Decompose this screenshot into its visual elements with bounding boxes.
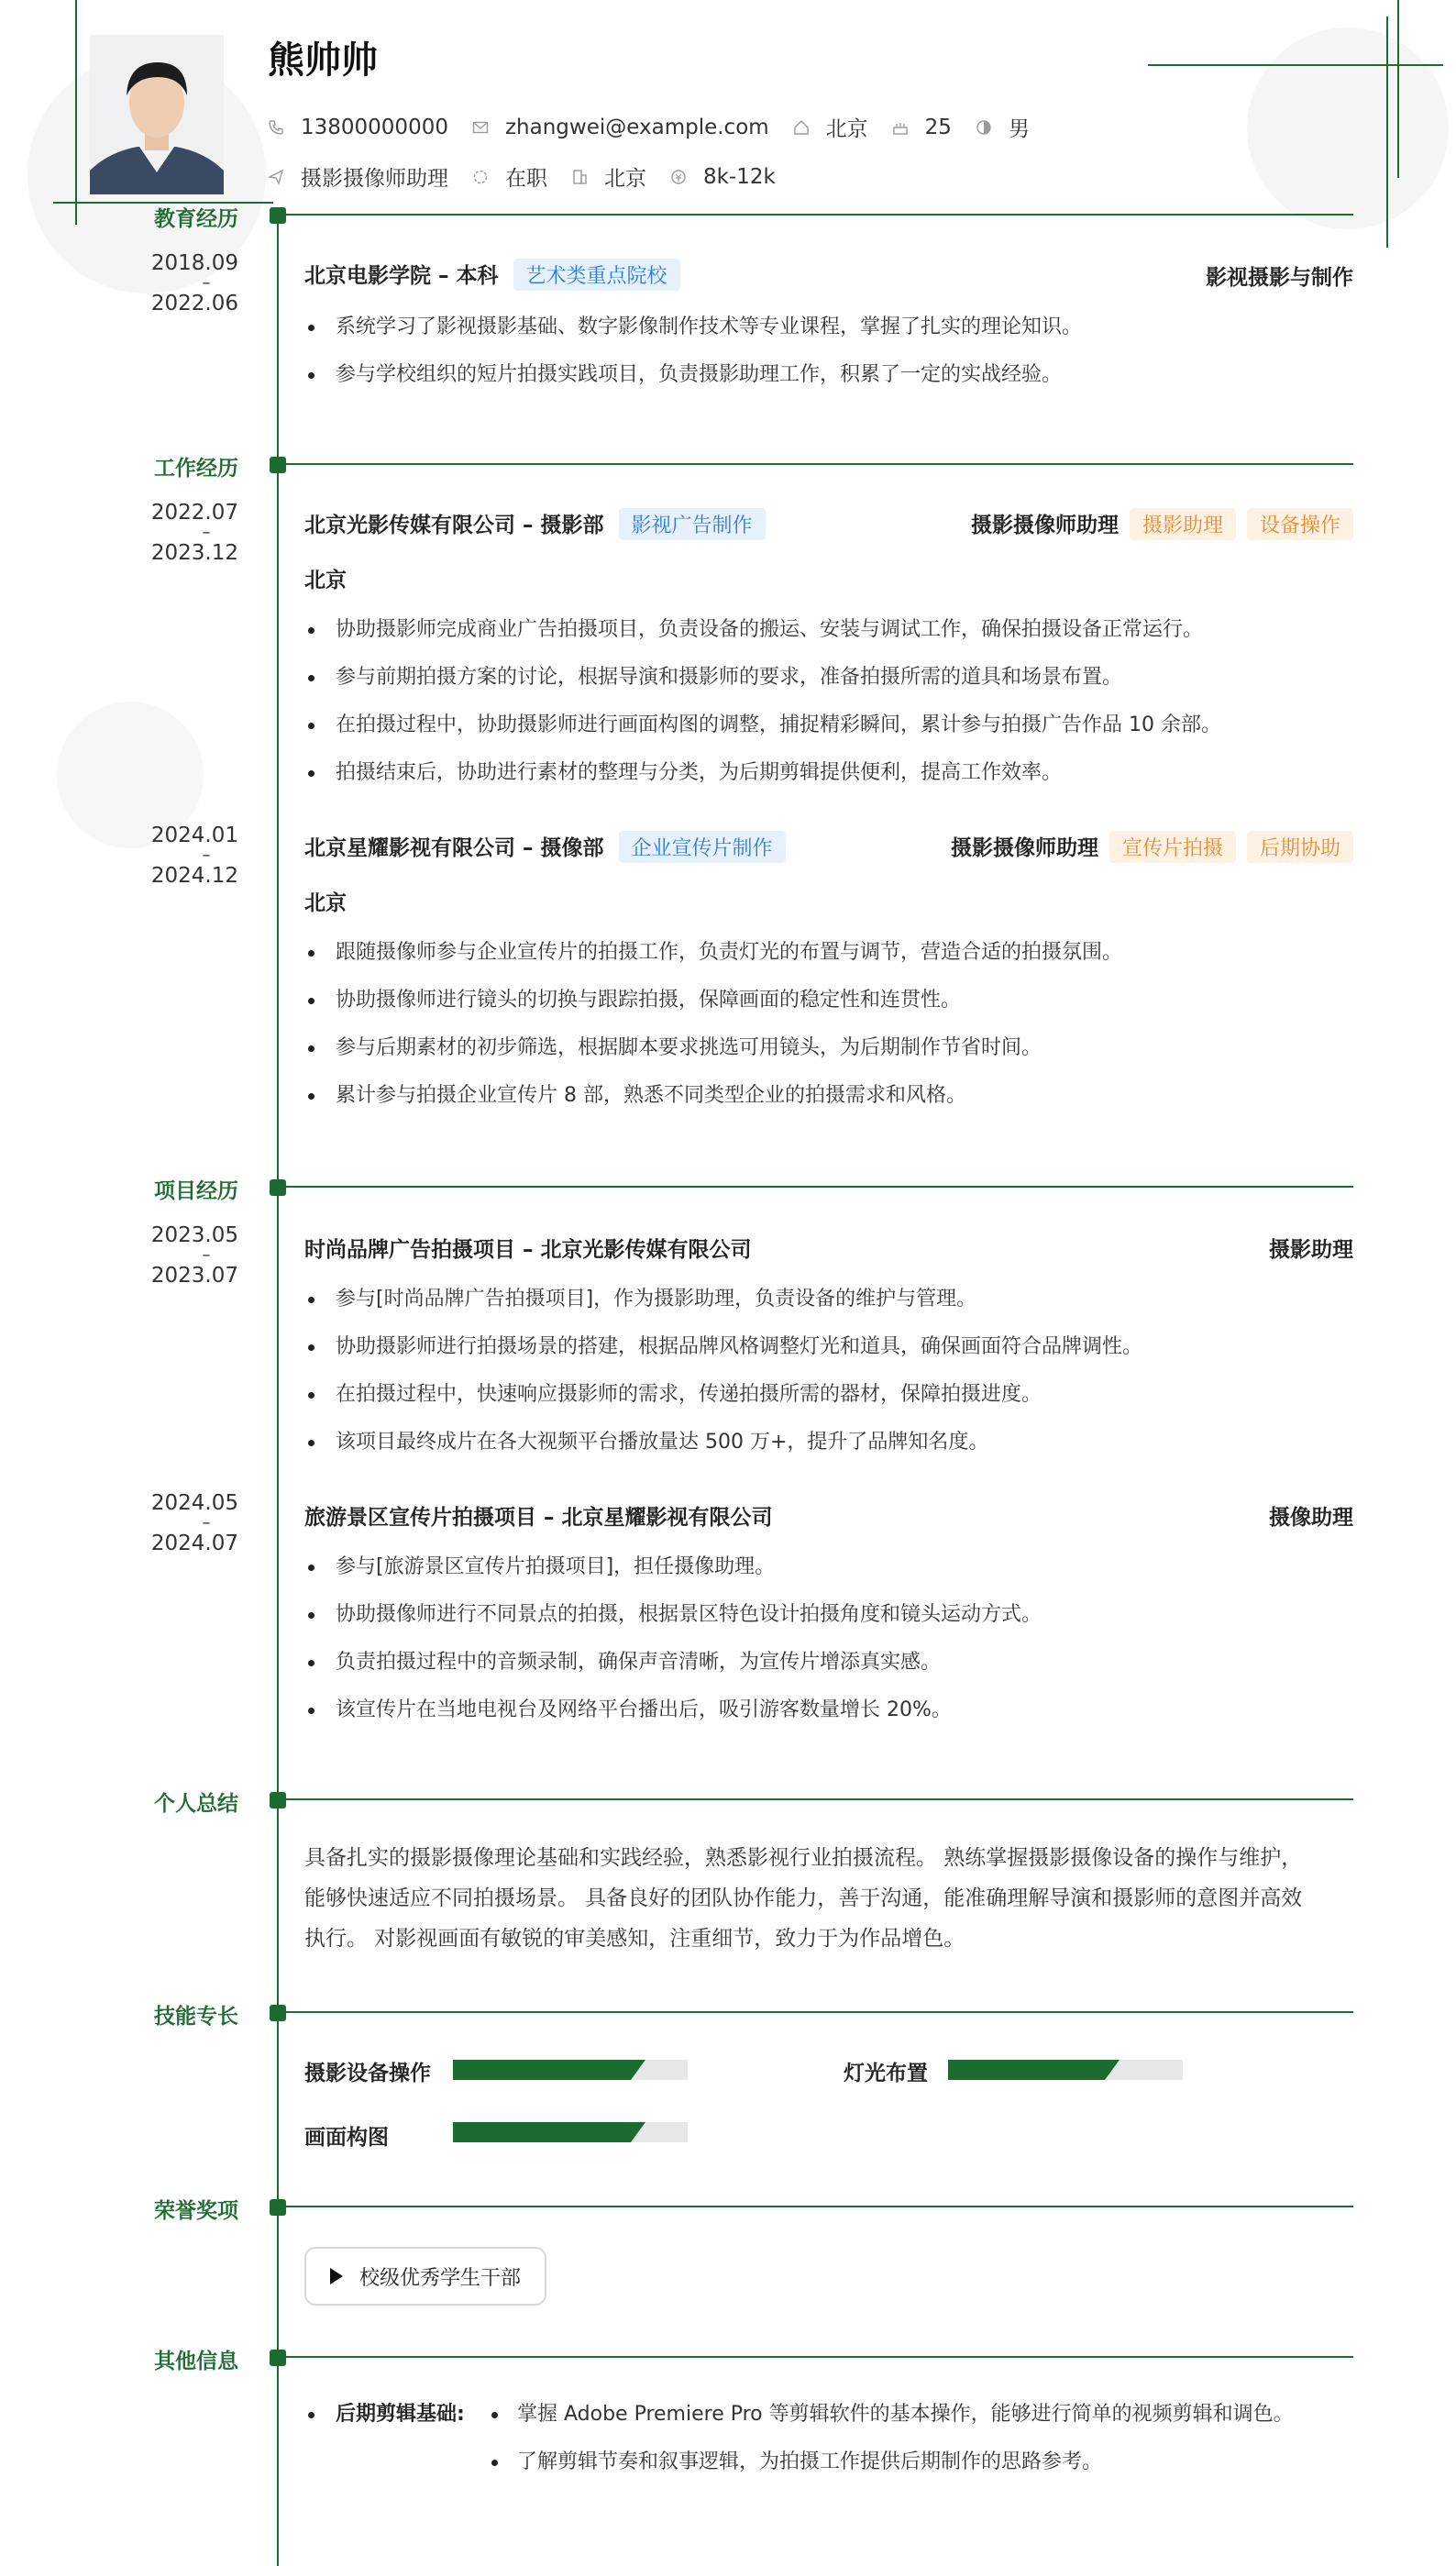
work-role: 摄影摄像师助理 宣传片拍摄 后期协助	[951, 831, 1353, 863]
section-divider	[284, 214, 1353, 216]
work-role: 摄影摄像师助理 摄影助理 设备操作	[971, 508, 1353, 540]
skill-name: 画面构图	[304, 2126, 389, 2150]
project-date: 2024.05 – 2024.07	[150, 1491, 238, 1555]
section-divider	[284, 2206, 1353, 2207]
section-divider	[284, 2356, 1353, 2358]
industry-tag: 企业宣传片制作	[619, 831, 786, 863]
skill-fill	[453, 2122, 631, 2142]
work-date: 2022.07 – 2023.12	[150, 501, 238, 565]
phone-icon	[268, 119, 284, 136]
list-item: 该项目最终成片在各大视频平台播放量达 500 万+，提升了品牌知名度。	[304, 1429, 1359, 1477]
job-intent-row	[268, 161, 800, 192]
avatar	[90, 35, 224, 194]
list-item: 协助摄像师进行镜头的切换与跟踪拍摄，保障画面的稳定性和连贯性。	[304, 987, 1359, 1034]
project-title: 时尚品牌广告拍摄项目 – 北京光影传媒有限公司	[304, 1238, 752, 1262]
list-item: 参与前期拍摄方案的讨论，根据导演和摄影师的要求，准备拍摄所需的道具和场景布置。	[304, 664, 1359, 712]
contact-row	[268, 112, 1053, 142]
section-marker	[270, 457, 286, 473]
list-item: 协助摄影师完成商业广告拍摄项目，负责设备的搬运、安装与调试工作，确保拍摄设备正常运行。	[304, 616, 1359, 664]
section-divider	[284, 2011, 1353, 2013]
list-item: 在拍摄过程中，协助摄影师进行画面构图的调整，捕捉精彩瞬间，累计参与拍摄广告作品 10 余部。	[304, 712, 1359, 759]
candidate-name: 熊帅帅	[268, 39, 378, 82]
section-marker	[270, 2199, 286, 2216]
other-item: 了解剪辑节奏和叙事逻辑，为拍摄工作提供后期制作的思路参考。	[517, 2450, 1103, 2473]
school-tag: 艺术类重点院校	[513, 259, 680, 291]
role-tag: 设备操作	[1247, 508, 1353, 540]
list-item: 拍摄结束后，协助进行素材的整理与分类，为后期剪辑提供便利，提高工作效率。	[304, 759, 1359, 807]
section-divider	[284, 1798, 1353, 1800]
other-item: 掌握 Adobe Premiere Pro 等剪辑软件的基本操作，能够进行简单的视频剪辑和调色。	[517, 2403, 1294, 2426]
section-title-skills: 技能专长	[154, 2005, 238, 2029]
skill-fill	[453, 2060, 631, 2080]
section-title-project: 项目经历	[154, 1179, 238, 1203]
project-date: 2023.05 – 2023.07	[150, 1223, 238, 1288]
bullet-dot	[491, 2460, 498, 2466]
education-school: 北京电影学院 – 本科 艺术类重点院校	[304, 259, 680, 291]
work-location: 北京	[304, 891, 347, 915]
role-tag: 后期协助	[1247, 831, 1353, 863]
list-item: 协助摄像师进行不同景点的拍摄，根据景区特色设计拍摄角度和镜头运动方式。	[304, 1601, 1359, 1649]
other-label: 后期剪辑基础:	[336, 2403, 465, 2426]
age-text: 25	[924, 115, 952, 139]
list-item: 负责拍摄过程中的音频录制，确保声音清晰，为宣传片增添真实感。	[304, 1649, 1359, 1697]
skill-fill	[948, 2060, 1105, 2080]
skill-bar	[453, 2060, 688, 2080]
education-date: 2018.09 – 2022.06	[150, 251, 238, 315]
decor-circle-top-right	[1247, 28, 1449, 229]
decor-line-left	[75, 0, 77, 225]
work-company: 北京光影传媒有限公司 – 摄影部 影视广告制作	[304, 508, 766, 540]
gender-icon	[976, 119, 992, 136]
list-item: 协助摄影师进行拍摄场景的搭建，根据品牌风格调整灯光和道具，确保画面符合品牌调性。	[304, 1333, 1359, 1381]
city-text: 北京	[825, 117, 868, 141]
work-bullets	[304, 616, 1359, 807]
section-title-education: 教育经历	[154, 207, 238, 231]
decor-line-right-v1	[1386, 17, 1388, 248]
bullet-dot	[308, 2412, 314, 2418]
skill-name: 摄影设备操作	[304, 2062, 431, 2085]
list-item: 系统学习了影视摄影基础、数字影像制作技术等专业课程，掌握了扎实的理论知识。	[304, 314, 1359, 361]
list-item: 跟随摄像师参与企业宣传片的拍摄工作，负责灯光的布置与调节，营造合适的拍摄氛围。	[304, 939, 1359, 987]
play-icon	[330, 2268, 343, 2284]
building-icon	[571, 169, 588, 185]
list-item: 在拍摄过程中，快速响应摄影师的需求，传递拍摄所需的器材，保障拍摄进度。	[304, 1381, 1359, 1429]
skill-name: 灯光布置	[844, 2062, 928, 2085]
project-title: 旅游景区宣传片拍摄项目 – 北京星耀影视有限公司	[304, 1506, 773, 1530]
section-marker	[270, 1179, 286, 1196]
status-text: 在职	[505, 167, 547, 191]
gender-text: 男	[1008, 117, 1030, 141]
summary-text: 具备扎实的摄影摄像理论基础和实践经验，熟悉影视行业拍摄流程。 熟练掌握摄影摄像设备的操作与维护， 能够快速适应不同拍摄场景。 具备良好的团队协作能力，善于沟通，能准确理解导演和摄影师的意图并高效 执行。 对影视画面有敏锐的审美感知，注重细节，致力于为作品增色。	[304, 1846, 1303, 1951]
status-icon	[472, 169, 489, 185]
mail-icon	[472, 119, 489, 136]
education-major: 影视摄影与制作	[1206, 266, 1353, 290]
salary-text: 8k-12k	[703, 164, 776, 189]
project-bullets	[304, 1286, 1359, 1477]
job-intent-text: 摄影摄像师助理	[301, 167, 448, 191]
section-marker	[270, 2350, 286, 2366]
project-bullets	[304, 1554, 1359, 1744]
award-chip[interactable]: 校级优秀学生干部	[304, 2247, 546, 2306]
education-bullets	[304, 314, 1359, 409]
skill-bar	[453, 2122, 688, 2142]
section-title-summary: 个人总结	[154, 1792, 238, 1816]
decor-line-right-v2	[1397, 0, 1399, 178]
skill-bar	[948, 2060, 1183, 2080]
section-marker	[270, 2005, 286, 2021]
section-title-awards: 荣誉奖项	[154, 2199, 238, 2223]
list-item: 参与后期素材的初步筛选，根据脚本要求挑选可用镜头，为后期制作节省时间。	[304, 1034, 1359, 1082]
send-icon	[268, 169, 284, 185]
section-divider	[284, 463, 1353, 465]
cake-icon	[892, 119, 909, 136]
list-item: 累计参与拍摄企业宣传片 8 部，熟悉不同类型企业的拍摄需求和风格。	[304, 1082, 1359, 1130]
home-icon	[793, 119, 810, 136]
project-role: 摄像助理	[1269, 1506, 1353, 1530]
section-title-other: 其他信息	[154, 2350, 238, 2373]
list-item: 参与学校组织的短片拍摄实践项目，负责摄影助理工作，积累了一定的实战经验。	[304, 361, 1359, 409]
work-company: 北京星耀影视有限公司 – 摄像部 企业宣传片制作	[304, 831, 786, 863]
section-title-work: 工作经历	[154, 457, 238, 481]
work-bullets	[304, 939, 1359, 1130]
project-role: 摄影助理	[1269, 1238, 1353, 1262]
list-item: 参与[时尚品牌广告拍摄项目]，作为摄影助理，负责设备的维护与管理。	[304, 1286, 1359, 1333]
role-tag: 摄影助理	[1130, 508, 1236, 540]
bullet-dot	[491, 2412, 498, 2418]
target-city-text: 北京	[604, 167, 646, 191]
list-item: 参与[旅游景区宣传片拍摄项目]，担任摄像助理。	[304, 1554, 1359, 1601]
work-date: 2024.01 – 2024.12	[150, 824, 238, 888]
section-marker	[270, 207, 286, 224]
work-location: 北京	[304, 569, 347, 592]
email-text[interactable]: zhangwei@example.com	[504, 115, 769, 139]
section-divider	[284, 1186, 1353, 1188]
phone-text[interactable]: 13800000000	[301, 115, 448, 139]
role-tag: 宣传片拍摄	[1109, 831, 1236, 863]
section-marker	[270, 1792, 286, 1808]
industry-tag: 影视广告制作	[619, 508, 766, 540]
money-icon	[670, 169, 687, 185]
list-item: 该宣传片在当地电视台及网络平台播出后，吸引游客数量增长 20%。	[304, 1697, 1359, 1744]
